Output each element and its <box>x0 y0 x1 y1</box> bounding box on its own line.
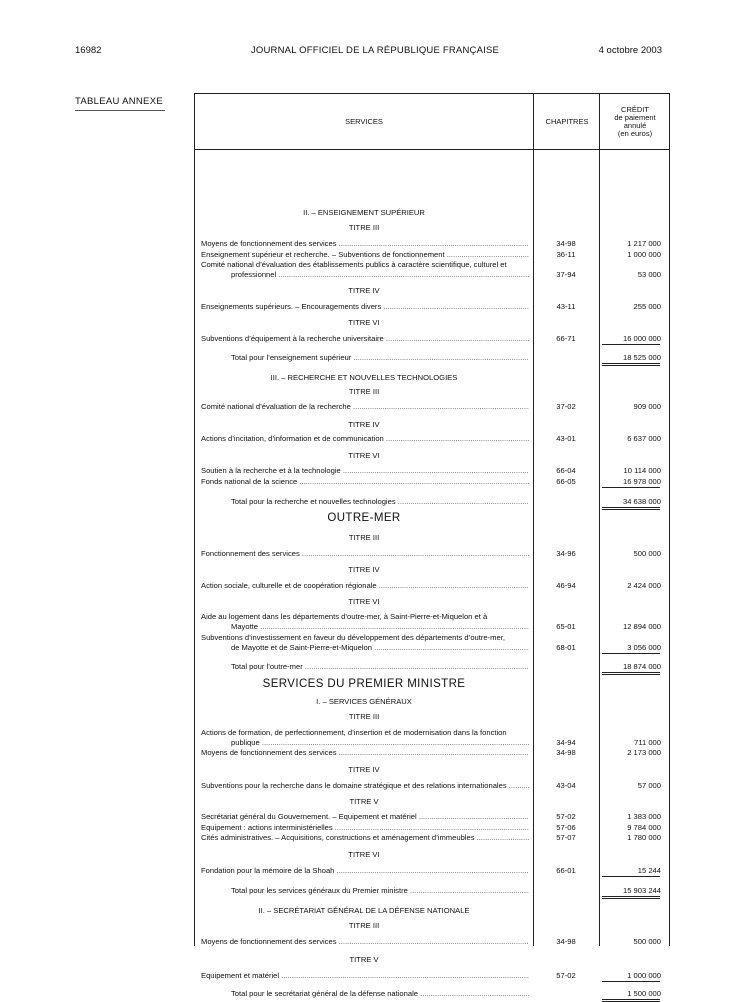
credit-amount: 10 114 000 <box>623 466 661 475</box>
service-label: Total pour les services généraux du Premier ministre ..... <box>231 886 529 896</box>
credit-amount: 53 000 <box>637 270 661 279</box>
total-rule <box>602 509 660 510</box>
credit-amount: 18 874 000 <box>622 662 661 671</box>
chapter-code: 68-01 <box>556 643 576 652</box>
subsection-title: TITRE IV <box>348 420 380 429</box>
table-header <box>195 94 669 150</box>
credit-amount: 34 638 000 <box>622 497 661 506</box>
subtotal-rule <box>602 344 660 345</box>
service-label: Mayotte ..... <box>231 622 529 632</box>
credit-amount: 15 903 244 <box>622 886 661 895</box>
service-label: Enseignements supérieurs. – Encouragements divers ..... <box>201 302 529 312</box>
service-label: Actions de formation, de perfectionnement, d’insertion et de modernisation dans la fonction <box>201 728 507 737</box>
chapter-code: 37-94 <box>556 270 576 279</box>
credit-amount: 6 637 000 <box>627 434 661 443</box>
subsection-title: TITRE V <box>349 955 379 964</box>
column-header-chapitres: CHAPITRES <box>533 94 600 149</box>
service-label: Total pour l’enseignement supérieur ..... <box>231 353 529 363</box>
subsection-title: TITRE IV <box>348 765 380 774</box>
credit-amount: 12 894 000 <box>622 622 661 631</box>
subsection-title: TITRE III <box>348 533 380 542</box>
subsection-title: TITRE VI <box>348 451 380 460</box>
service-label: Fondation pour la mémoire de la Shoah ..... <box>201 866 529 876</box>
chapter-code: 43-11 <box>556 302 576 311</box>
annex-table <box>194 93 670 998</box>
subsection-title: TITRE VI <box>348 318 380 327</box>
credit-amount: 15 244 <box>637 866 661 875</box>
service-label: Actions d’incitation, d’information et de communication ..... <box>201 434 529 444</box>
credit-header-line-3: annulé <box>623 120 647 130</box>
subtotal-rule <box>602 653 660 654</box>
chapter-code: 43-04 <box>556 781 576 790</box>
chapter-code: 66-04 <box>556 466 576 475</box>
subsection-title: TITRE VI <box>348 850 380 859</box>
subsection-title: TITRE III <box>348 712 380 721</box>
chapter-code: 34-94 <box>556 738 576 747</box>
subsection-title: TITRE IV <box>348 286 380 295</box>
total-rule <box>602 365 660 366</box>
service-label: Equipement : actions interministérielles ..... <box>201 823 529 833</box>
section-title: SERVICES DU PREMIER MINISTRE <box>262 678 466 690</box>
chapter-code: 34-98 <box>556 239 576 248</box>
chapter-code: 65-01 <box>556 622 576 631</box>
total-rule <box>602 507 660 508</box>
service-label: Fonds national de la science ..... <box>201 477 529 487</box>
total-rule <box>602 999 660 1000</box>
credit-amount: 1 217 000 <box>627 239 661 248</box>
subtotal-rule <box>602 487 660 488</box>
subsection-title: TITRE V <box>349 797 379 806</box>
service-label: Soutien à la recherche et à la technologie ..... <box>201 466 529 476</box>
subsection-title: II. – ENSEIGNEMENT SUPÉRIEUR <box>303 208 425 217</box>
subsection-title: TITRE III <box>348 921 380 930</box>
credit-amount: 255 000 <box>633 302 661 311</box>
service-label: Subventions pour la recherche dans le domaine stratégique et des relations internationales ..... <box>201 781 529 791</box>
chapter-code: 36-11 <box>556 250 576 259</box>
service-label: de Mayotte et de Saint-Pierre-et-Miquelon ..... <box>231 643 529 653</box>
page-number: 16982 <box>75 45 102 56</box>
chapter-code: 37-02 <box>556 402 576 411</box>
journal-title: JOURNAL OFFICIEL DE LA RÉPUBLIQUE FRANÇAISE <box>250 45 500 56</box>
subsection-title: TITRE III <box>348 223 380 232</box>
chapter-code: 34-98 <box>556 937 576 946</box>
service-label: Subventions d’équipement à la recherche universitaire ..... <box>201 334 529 344</box>
service-label: Secrétariat général du Gouvernement. – Equipement et matériel ..... <box>201 812 529 822</box>
service-label: Moyens de fonctionnement des services ..... <box>201 937 529 947</box>
annex-label: TABLEAU ANNEXE <box>75 96 163 107</box>
credit-amount: 9 784 000 <box>627 823 661 832</box>
credit-amount: 16 000 000 <box>622 334 661 343</box>
service-label: Moyens de fonctionnement des services ..... <box>201 239 529 249</box>
credit-amount: 1 780 000 <box>627 833 661 842</box>
credit-amount: 711 000 <box>634 738 661 747</box>
service-label: Equipement et matériel ..... <box>201 971 529 981</box>
total-rule <box>602 674 660 675</box>
credit-amount: 500 000 <box>633 937 661 946</box>
chapter-code: 66-71 <box>556 334 576 343</box>
credit-amount: 1 383 000 <box>627 812 661 821</box>
subsection-title: TITRE VI <box>348 597 380 606</box>
chapter-code: 66-01 <box>556 866 576 875</box>
service-label: Enseignement supérieur et recherche. – Subventions de fonctionnement ..... <box>201 250 529 260</box>
chapter-code: 57-02 <box>556 812 576 821</box>
total-rule <box>602 898 660 899</box>
credit-amount: 3 056 000 <box>627 643 661 652</box>
credit-amount: 2 424 000 <box>627 581 661 590</box>
service-label: Total pour le secrétariat général de la défense nationale ..... <box>231 989 529 999</box>
credit-amount: 1 500 000 <box>627 989 661 998</box>
chapter-code: 43-01 <box>556 434 576 443</box>
service-label: Fonctionnement des services ..... <box>201 549 529 559</box>
total-rule <box>602 896 660 897</box>
subtotal-rule <box>602 981 660 982</box>
service-label: Total pour l’outre-mer ..... <box>231 662 529 672</box>
credit-amount: 1 000 000 <box>627 971 661 980</box>
chapter-code: 57-06 <box>556 823 576 832</box>
subsection-title: TITRE III <box>348 387 380 396</box>
credit-amount: 16 978 000 <box>622 477 661 486</box>
subsection-title: III. – RECHERCHE ET NOUVELLES TECHNOLOGIES <box>270 373 458 382</box>
credit-amount: 57 000 <box>637 781 661 790</box>
subtotal-rule <box>602 876 660 877</box>
chapter-code: 34-96 <box>556 549 576 558</box>
total-rule <box>602 672 660 673</box>
chapter-code: 66-05 <box>556 477 576 486</box>
column-header-credit <box>599 94 670 149</box>
service-label: Cités administratives. – Acquisitions, constructions et aménagement d’immeubles ..... <box>201 833 529 843</box>
subsection-title: TITRE IV <box>348 565 380 574</box>
service-label: Total pour la recherche et nouvelles technologies ..... <box>231 497 529 507</box>
publication-date: 4 octobre 2003 <box>598 45 662 56</box>
service-label: Action sociale, culturelle et de coopération régionale ..... <box>201 581 529 591</box>
total-rule <box>602 363 660 364</box>
service-label: Aide au logement dans les départements d’outre-mer, à Saint-Pierre-et-Miquelon et à <box>201 612 488 621</box>
service-label: professionnel ..... <box>231 270 529 280</box>
service-label: Comité national d’évaluation des établissements publics à caractère scientifique, culturel et <box>201 260 507 269</box>
credit-header-line-1: CRÉDIT <box>621 104 649 114</box>
column-header-services: SERVICES <box>345 117 383 126</box>
service-label: Subventions d’investissement en faveur du développement des départements d’outre-mer, <box>201 633 505 642</box>
chapter-code: 46-94 <box>556 581 576 590</box>
chapter-code: 57-07 <box>556 833 576 842</box>
subsection-title: I. – SERVICES GÉNÉRAUX <box>316 697 412 706</box>
service-label: Moyens de fonctionnement des services ..... <box>201 748 529 758</box>
credit-amount: 500 000 <box>633 549 661 558</box>
credit-header-line-4: (en euros) <box>617 128 653 138</box>
chapter-code: 34-98 <box>556 748 576 757</box>
credit-amount: 18 525 000 <box>622 353 661 362</box>
service-label: publique ..... <box>231 738 529 748</box>
credit-amount: 1 000 000 <box>627 250 661 259</box>
annex-rule <box>75 110 165 111</box>
credit-amount: 909 000 <box>633 402 661 411</box>
chapter-code: 57-02 <box>556 971 576 980</box>
credit-amount: 2 173 000 <box>627 748 661 757</box>
credit-header-line-2: de paiement <box>614 112 656 122</box>
subsection-title: II. – SECRÉTARIAT GÉNÉRAL DE LA DÉFENSE NATIONALE <box>258 906 470 915</box>
section-title: OUTRE-MER <box>327 512 401 524</box>
service-label: Comité national d’évaluation de la recherche ..... <box>201 402 529 412</box>
